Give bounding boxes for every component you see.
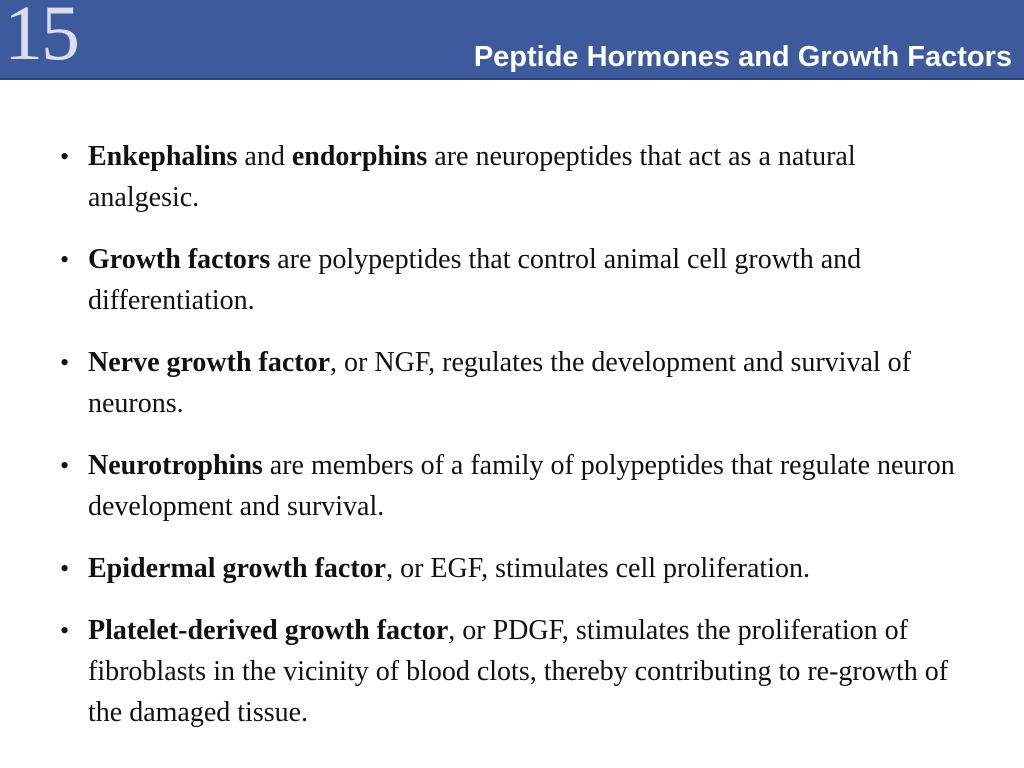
bullet-text: , or EGF, stimulates cell proliferation. — [386, 553, 810, 584]
bullet-marker: • — [60, 616, 70, 645]
bullet-enkephalins — [60, 136, 965, 218]
bullet-text: are members of a family of polypeptides that regulate neuron development and survival. — [88, 450, 955, 522]
bullet-text: are polypeptides that control animal cell growth and differentiation. — [88, 244, 862, 316]
bullet-term: Growth factors — [88, 244, 271, 275]
bullet-term: Epidermal growth factor — [88, 553, 387, 584]
bullet-text: , or NGF, regulates the development and survival of neurons. — [88, 347, 911, 419]
bullet-term-secondary: endorphins — [291, 141, 428, 172]
bullet-marker: • — [60, 348, 70, 377]
bullet-platelet-derived-growth-factor — [60, 610, 965, 733]
bullet-nerve-growth-factor — [60, 342, 965, 424]
bullet-marker: • — [60, 451, 70, 480]
header-band — [0, 0, 1024, 80]
bullet-growth-factors — [60, 239, 965, 321]
bullet-marker: • — [60, 245, 70, 274]
slide-title: Peptide Hormones and Growth Factors — [473, 41, 1012, 73]
bullet-connector: and — [237, 141, 292, 172]
bullet-epidermal-growth-factor — [60, 548, 965, 589]
bullet-text: , or PDGF, stimulates the proliferation of fibroblasts in the vicinity of blood clots, thereby contributing to re-growth of the damaged tissue. — [88, 615, 949, 728]
bullet-term: Enkephalins — [88, 141, 238, 172]
bullet-term: Neurotrophins — [88, 450, 263, 481]
bullet-neurotrophins — [60, 445, 965, 527]
bullet-term: Platelet-derived growth factor — [88, 615, 449, 646]
bullet-marker: • — [60, 142, 70, 171]
chapter-number: 15 — [4, 0, 78, 76]
bullet-text: are neuropeptides that act as a natural analgesic. — [88, 141, 856, 213]
bullet-marker: • — [60, 554, 70, 583]
bullet-term: Nerve growth factor — [88, 347, 331, 378]
bullet-list — [60, 136, 965, 754]
